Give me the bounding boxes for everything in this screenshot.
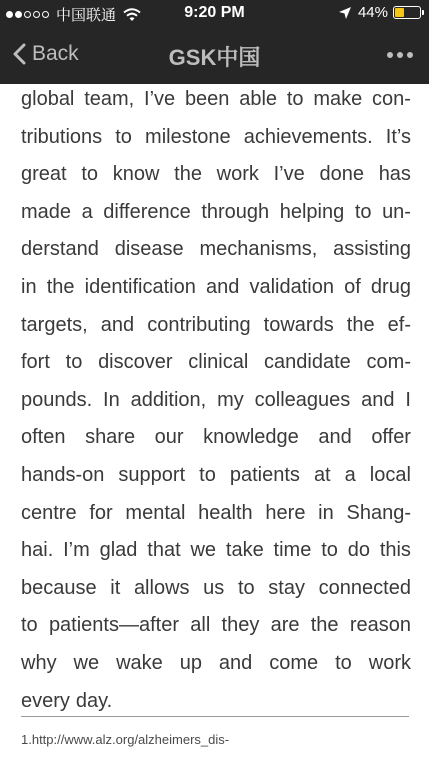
article-word: hai. — [21, 539, 54, 562]
article-word: com- — [366, 351, 411, 374]
article-word: and — [100, 313, 135, 336]
article-word: my — [217, 388, 244, 411]
ellipsis-icon[interactable] — [383, 52, 413, 58]
status-bar — [0, 0, 429, 28]
article-line — [21, 274, 411, 312]
article-word: to — [21, 614, 38, 637]
article-word: because — [21, 576, 97, 599]
article-word: and — [361, 388, 395, 411]
article-word: and — [218, 651, 253, 674]
article-word: patients—after — [48, 614, 180, 637]
article-word: wake — [116, 651, 163, 674]
article-line — [21, 124, 411, 162]
article-word: work — [216, 163, 259, 186]
article-word: they — [221, 614, 260, 637]
article-word: mechanisms, — [199, 238, 318, 261]
top-bar — [0, 0, 429, 84]
article-word: us — [203, 576, 225, 599]
article-word: knowledge — [203, 426, 299, 449]
article-line — [21, 537, 411, 575]
article-word: I’m — [63, 539, 90, 562]
article-word: at — [313, 463, 331, 486]
article-word: un- — [382, 200, 411, 223]
article-word: patients — [229, 463, 300, 486]
battery-percent: 44% — [357, 4, 388, 21]
article-word: here — [265, 501, 306, 524]
article-word: has — [378, 163, 411, 186]
article-word: identification — [84, 275, 196, 298]
article-word: ef- — [387, 313, 411, 336]
article-word: mental — [125, 501, 186, 524]
article-word: the — [310, 614, 339, 637]
article-line — [21, 312, 411, 350]
article-word: support — [118, 463, 186, 486]
article-word: through — [201, 200, 270, 223]
article-word: the — [346, 313, 375, 336]
article-word: In — [103, 388, 120, 411]
article-word: our — [154, 426, 184, 449]
article-line — [21, 86, 411, 124]
carrier-name: 中国联通 — [56, 7, 117, 24]
article-word: derstand — [21, 238, 99, 261]
article-word: know — [112, 163, 160, 186]
article-word: take — [225, 539, 264, 562]
article-word: all — [190, 614, 211, 637]
article-word: able — [239, 88, 278, 110]
article-word: to — [237, 576, 255, 599]
article-word: the — [46, 275, 75, 298]
article-word: do — [347, 539, 370, 562]
article-word: are — [270, 614, 300, 637]
article-word: reason — [349, 614, 411, 637]
battery-fill — [395, 8, 404, 17]
article-word: the — [174, 163, 202, 186]
article-body — [21, 86, 411, 725]
article-word: to — [81, 163, 98, 186]
article-word: candidate — [264, 351, 351, 374]
article-word: difference — [103, 200, 191, 223]
article-word: tributions — [21, 125, 103, 148]
article-word: time — [273, 539, 312, 562]
article-word: drug — [370, 275, 411, 298]
article-word: work — [368, 651, 411, 674]
article-word: health — [198, 501, 253, 524]
article-word: and — [205, 275, 240, 298]
back-label: Back — [32, 42, 79, 65]
article-word: and — [318, 426, 352, 449]
article-word: come — [269, 651, 319, 674]
article-word: towards — [263, 313, 334, 336]
page-title: GSK中国 — [168, 45, 261, 70]
article-word: a — [81, 200, 93, 223]
article-word: often — [21, 426, 66, 449]
article-word: up — [179, 651, 202, 674]
article-word: to — [321, 539, 338, 562]
article-line — [21, 161, 411, 199]
article-word: milestone — [145, 125, 231, 148]
article-word: targets, — [21, 313, 88, 336]
navigation-bar — [0, 28, 429, 84]
article-word: Shang- — [346, 501, 411, 524]
article-word: I’ve — [273, 163, 305, 186]
article-word: disease — [114, 238, 184, 261]
status-time: 9:20 PM — [184, 4, 245, 21]
article-word: that — [147, 539, 181, 562]
article-word: offer — [371, 426, 411, 449]
article-line — [21, 349, 411, 387]
article-word: we — [190, 539, 217, 562]
article-word: contributing — [147, 313, 251, 336]
article-word: to — [65, 351, 83, 374]
article-word: centre — [21, 501, 77, 524]
article-line — [21, 650, 411, 688]
article-word: assisting — [333, 238, 411, 261]
article-word: clinical — [188, 351, 249, 374]
article-word: connected — [318, 576, 411, 599]
article-word: stay — [268, 576, 305, 599]
article-word: make — [313, 88, 363, 110]
article-word: global — [21, 88, 75, 110]
article-word: day. — [75, 689, 113, 712]
battery-icon — [393, 6, 421, 19]
article-word: a — [344, 463, 356, 486]
article-word: to — [354, 200, 372, 223]
article-word: con- — [372, 88, 411, 110]
article-word: validation — [249, 275, 334, 298]
article-line — [21, 688, 411, 726]
location-arrow-icon — [338, 6, 352, 20]
footnote-divider — [21, 716, 409, 717]
article-word: It’s — [385, 125, 411, 148]
article-word: hands-on — [21, 463, 105, 486]
article-line — [21, 387, 411, 425]
article-word: discover — [98, 351, 173, 374]
article-word: done — [319, 163, 364, 186]
article-word: helping — [279, 200, 345, 223]
article-word: for — [89, 501, 113, 524]
article-word: in — [318, 501, 334, 524]
article-line — [21, 612, 411, 650]
article-word: local — [369, 463, 411, 486]
article-word: this — [379, 539, 411, 562]
article-word: been — [184, 88, 230, 110]
article-word: to — [199, 463, 216, 486]
article-line — [21, 424, 411, 462]
article-word: great — [21, 163, 67, 186]
article-word: it — [110, 576, 121, 599]
article-line — [21, 462, 411, 500]
article-word: I’ve — [144, 88, 176, 110]
article-word: in — [21, 275, 37, 298]
article-word: glad — [99, 539, 138, 562]
article-line — [21, 500, 411, 538]
article-word: pounds. — [21, 388, 93, 411]
article-line — [21, 236, 411, 274]
article-word: to — [115, 125, 132, 148]
article-word: team, — [84, 88, 135, 110]
footnote-link[interactable]: 1.http://www.alz.org/alzheimers_dis- — [21, 732, 230, 747]
article-word: we — [73, 651, 100, 674]
article-word: achievements. — [243, 125, 373, 148]
article-word: every — [21, 689, 70, 712]
article-word: made — [21, 200, 72, 223]
status-right — [338, 4, 421, 21]
article-word: to — [335, 651, 352, 674]
article-word: colleagues — [254, 388, 351, 411]
article-line — [21, 575, 411, 613]
article-word: addition, — [130, 388, 207, 411]
article-word: I — [405, 388, 411, 411]
article-word: allows — [133, 576, 190, 599]
article-word: of — [344, 275, 361, 298]
article-word: share — [85, 426, 136, 449]
article-line — [21, 199, 411, 237]
article-word: why — [21, 651, 57, 674]
article-word: to — [286, 88, 304, 110]
article-word: fort — [21, 351, 50, 374]
